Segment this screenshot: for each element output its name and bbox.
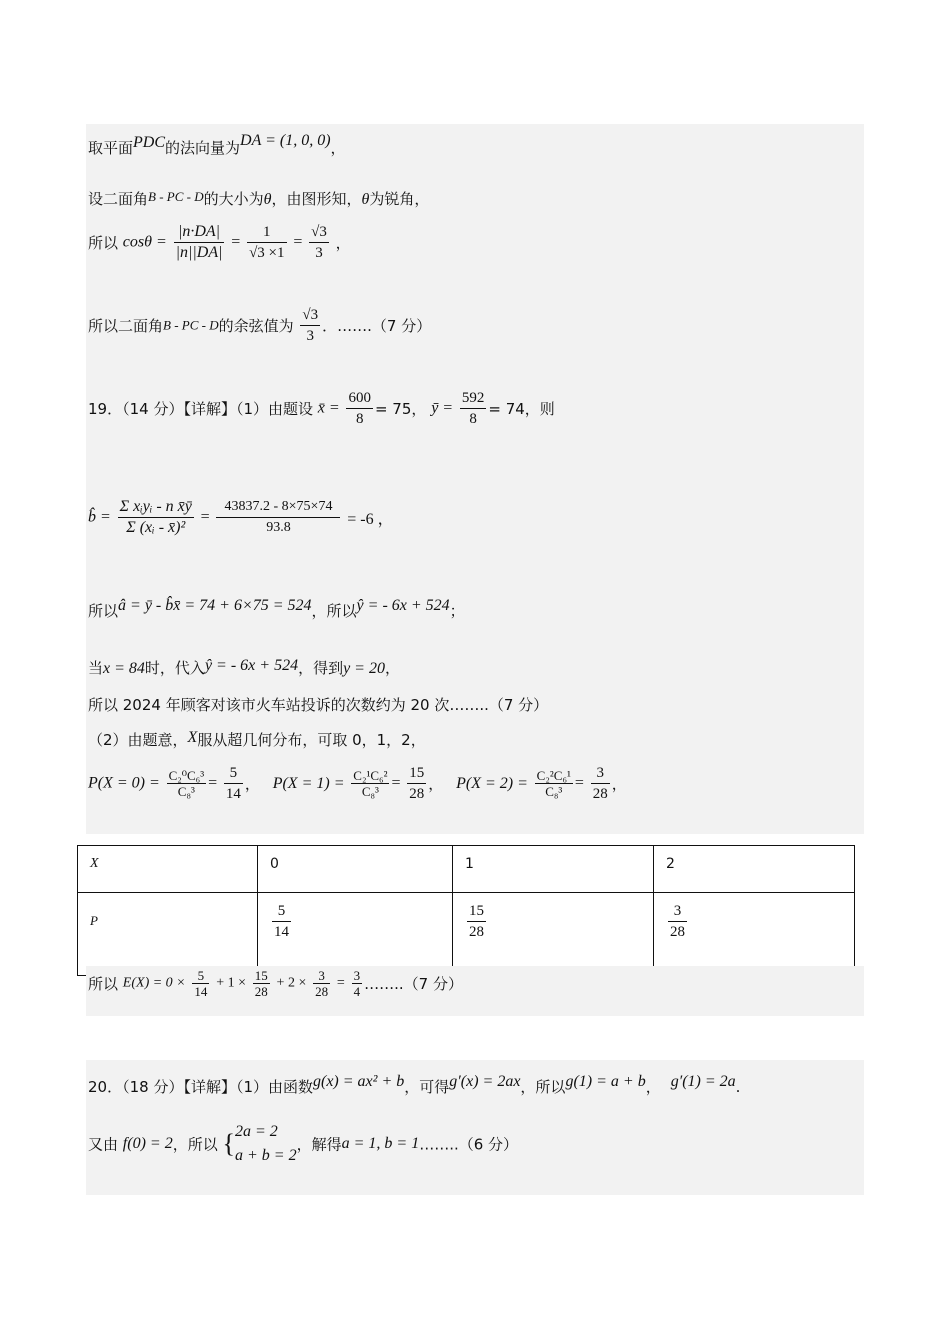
e-frac-2: $\frac{15}{28}$ (254, 968, 268, 999)
slope-formula-line: b̂ = $\frac{\text{Σ xᵢyᵢ - n x̄ȳ}}{\text{Σ (xᵢ - x̄)²}}$ = $\frac{43837.2 - 8\times 75\times 74}{93.8}$ = -6 ， (88, 498, 394, 536)
p2-value: $\frac{3}{28}$ (592, 765, 608, 802)
q19-header-line: 19．（14 分）【详解】（1）由题设 x̄ = $\frac{600}{8}$ = 75， ȳ = $\frac{592}{8}$ = 74，则 (88, 390, 555, 427)
probability-line: P(X = 0) = $\frac{\text{C₂⁰C₆³}}{\text{C₈³}}$ = $\frac{5}{14}$ ， P(X = 1) = $\frac{\text{C₂¹C₆²}}{\text{C₈³}}$ = $\frac{15}{28}$ ， P(X = 2) = $\frac{\text{C₂²C₆¹}}{\text{C₈³}}$ = $\frac{3}{28}$ ， (88, 765, 627, 802)
p2-fraction: $\frac{\text{C₂²C₆¹}}{\text{C₈³}}$ (536, 768, 571, 799)
table-cell: X (78, 846, 258, 893)
cosine-fraction-2: $\frac{1}{√3 \times 1}$ (249, 224, 285, 261)
cosine-value-fraction: $\frac{√3}{3}$ (302, 307, 319, 344)
intercept-line: 所以â = ȳ - b̂x̄ = 74 + 6×75 = 524，所以ŷ = - 6x + 524； (88, 597, 465, 620)
table-cell: 2 (654, 846, 855, 893)
distribution-table (77, 845, 855, 976)
table-cell: P (78, 893, 258, 976)
normal-vector-line: 取平面PDC的法向量为DA = (1, 0, 0)， (88, 132, 346, 157)
q20-header-line: 20．（18 分）【详解】（1）由函数g(x) = ax² + b，可得g′(x) = 2ax，所以g(1) = a + b， g′(1) = 2a. (88, 1073, 741, 1096)
distribution-intro-line: （2）由题意，X服从超几何分布，可取 0，1，2， (88, 729, 426, 749)
prediction-line: 当x = 84时，代入ŷ = - 6x + 524，得到y = 20， (88, 657, 400, 677)
brace-symbol: { (222, 1129, 235, 1158)
p0-fraction: $\frac{\text{C₂⁰C₆³}}{\text{C₈³}}$ (168, 768, 205, 799)
equation-system: 2a = 2 a + b = 2 (234, 1123, 297, 1164)
p1-fraction: $\frac{\text{C₂¹C₆²}}{\text{C₈³}}$ (353, 768, 388, 799)
table-row (78, 893, 855, 976)
table-cell: $\frac{15}{28}$ (453, 893, 654, 976)
cosine-formula-line: 所以 cosθ = $\frac{|n\cdot DA|}{|n||DA|}$ = $\frac{1}{√3 \times 1}$ = $\frac{√3}{3}$ ， (88, 223, 351, 261)
p0-value: $\frac{5}{14}$ (225, 765, 241, 802)
table-cell: $\frac{5}{14}$ (258, 893, 453, 976)
slope-fraction-1: $\frac{\text{Σ xᵢyᵢ - n x̄ȳ}}{\text{Σ (xᵢ - x̄)²}}$ (119, 498, 192, 536)
table-cell: 1 (453, 846, 654, 893)
cosine-fraction-3: $\frac{√3}{3}$ (311, 224, 327, 261)
e-frac-1: $\frac{5}{14}$ (194, 968, 208, 999)
slope-fraction-2: $\frac{43837.2 - 8\times 75\times 74}{93.8}$ (216, 497, 340, 538)
cosine-fraction-1: $\frac{|n\cdot DA|}{|n||DA|}$ (175, 223, 223, 261)
p1-value: $\frac{15}{28}$ (409, 765, 425, 802)
q20-system-line: 又由 f(0) = 2，所以 { 2a = 2 a + b = 2 ，解得a = 1, b = 1……..（6 分） (88, 1120, 518, 1168)
conclusion-line: 所以 2024 年顾客对该市火车站投诉的次数约为 20 次……..（7 分） (88, 696, 549, 714)
e-frac-result: $\frac{3}{4}$ (353, 968, 361, 999)
y-mean-fraction: $\frac{592}{8}$ (461, 390, 485, 427)
x-mean-fraction: $\frac{600}{8}$ (348, 390, 371, 427)
expectation-line: 所以 E(X) = 0 × $\frac{5}{14}$ + 1 × $\frac{15}{28}$ + 2 × $\frac{3}{28}$ = $\frac{3}{4}$ ……..（7 分） (88, 968, 463, 999)
dihedral-angle-line: 设二面角B - PC - D的大小为θ，由图形知，θ为锐角， (88, 189, 430, 208)
table-header-row (78, 846, 855, 893)
e-frac-3: $\frac{3}{28}$ (315, 968, 329, 999)
table-cell: $\frac{3}{28}$ (654, 893, 855, 976)
table-cell: 0 (258, 846, 453, 893)
cosine-value-line: 所以二面角B - PC - D的余弦值为 $\frac{√3}{3}$ ．…….（7 分） (88, 307, 432, 344)
